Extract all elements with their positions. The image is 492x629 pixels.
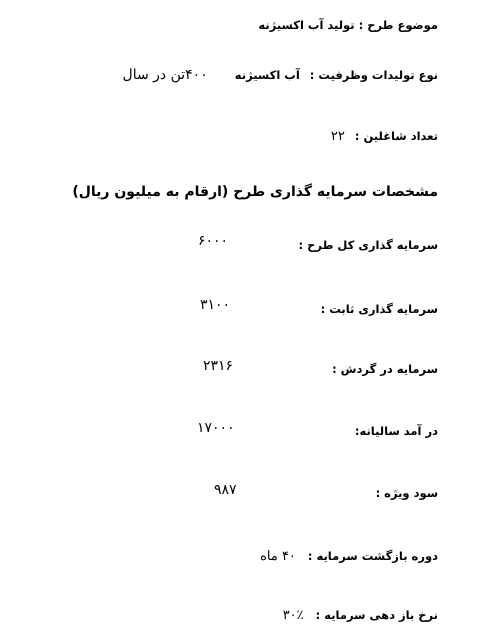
annual-income-value: ۱۷۰۰۰ bbox=[197, 420, 235, 436]
payback-line bbox=[260, 545, 438, 564]
total-investment-value: ۶۰۰۰ bbox=[198, 233, 229, 249]
fixed-investment-value: ۳۱۰۰ bbox=[200, 297, 231, 313]
fixed-investment-label: سرمایه گذاری ثابت : bbox=[320, 302, 438, 316]
investment-heading: مشخصات سرمایه گذاری طرح (ارقام به میلیون ریال) bbox=[72, 184, 438, 200]
annual-income-label: در آمد سالیانه: bbox=[354, 424, 438, 438]
net-profit-value: ۹۸۷ bbox=[214, 482, 237, 498]
subject-value: تولید آب اکسیژنه bbox=[258, 18, 355, 32]
product-capacity: ۴۰۰تن در سال bbox=[122, 67, 208, 83]
return-rate-label: نرخ باز دهی سرمایه : bbox=[311, 608, 438, 622]
payback-label: دوره بازگشت سرمایه : bbox=[303, 549, 438, 563]
employees-line bbox=[331, 125, 438, 144]
net-profit-label: سود ویژه : bbox=[375, 486, 438, 500]
product-line bbox=[123, 64, 438, 83]
return-rate-value: ٪۳۰ bbox=[282, 608, 304, 623]
employees-value: ۲۲ bbox=[330, 129, 345, 144]
product-type: آب اکسیژنه bbox=[234, 68, 300, 82]
working-capital-value: ۲۳۱۶ bbox=[203, 358, 234, 374]
working-capital-label: سرمایه در گردش : bbox=[332, 362, 438, 376]
total-investment-label: سرمایه گذاری کل طرح : bbox=[298, 238, 438, 252]
subject-label: موضوع طرح : bbox=[354, 18, 438, 32]
employees-label: تعداد شاغلین : bbox=[350, 129, 438, 143]
payback-value: ۴۰ ماه bbox=[260, 549, 296, 564]
product-label: نوع تولیدات وظرفیت : bbox=[305, 68, 438, 82]
subject-line bbox=[258, 14, 438, 33]
return-rate-line bbox=[283, 604, 438, 623]
